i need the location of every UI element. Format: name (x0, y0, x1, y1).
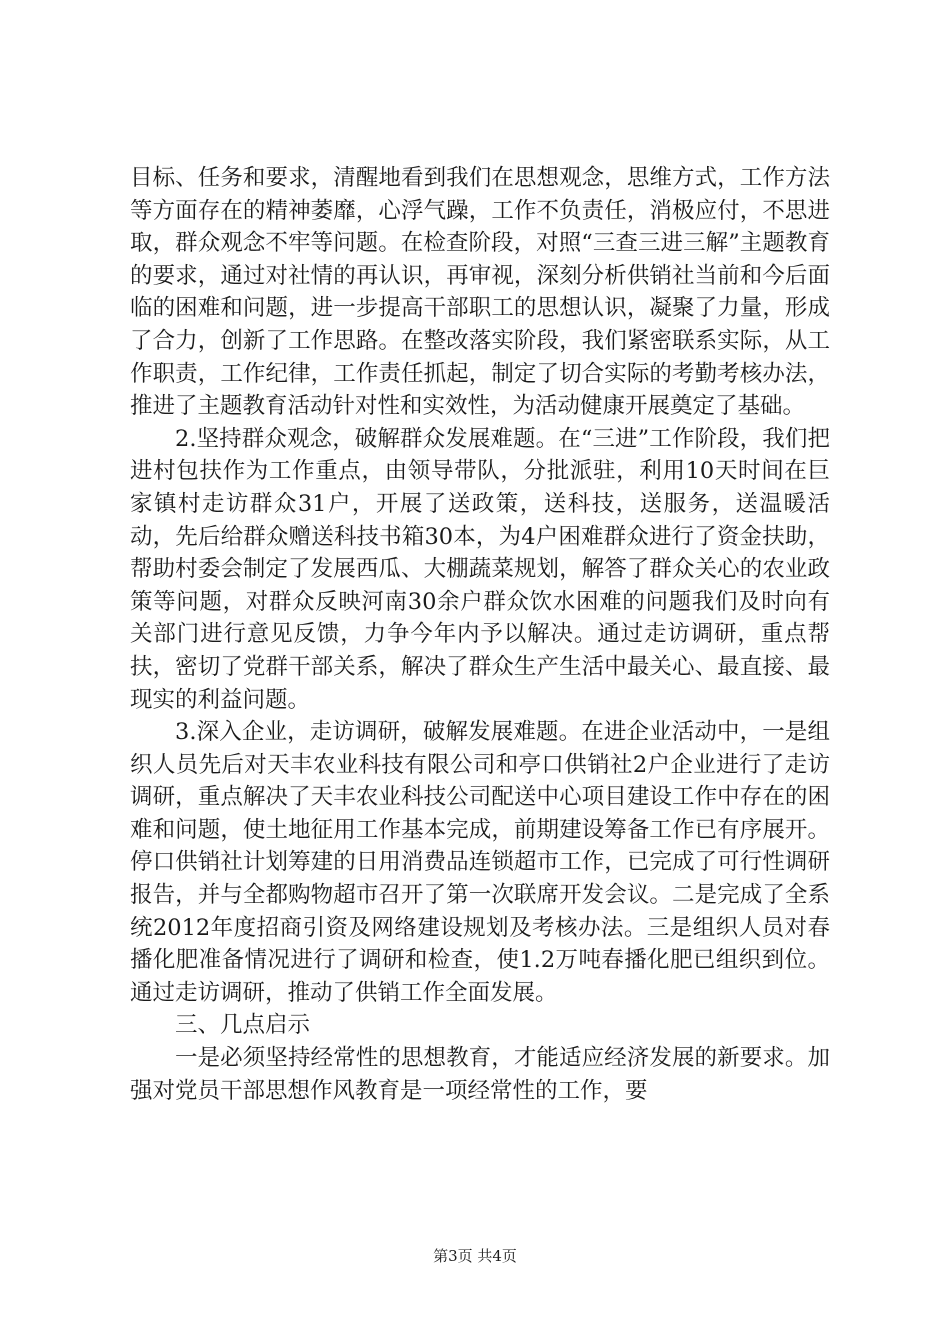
paragraph-continuation: 目标、任务和要求，清醒地看到我们在思想观念，思维方式，工作方法等方面存在的精神萎靡，心浮气躁，工作不负责任，消极应付，不思进取，群众观念不牢等问题。在检查阶段，对照“三查三进三解”主题教育的要求，通过对社情的再认识，再审视，深刻分析供销社当前和今后面临的困难和问题，进一步提高干部职工的思想认识，凝聚了力量，形成了合力，创新了工作思路。在整改落实阶段，我们紧密联系实际，从工作职责，工作纪律，工作责任抓起，制定了切合实际的考勤考核办法，推进了主题教育活动针对性和实效性，为活动健康开展奠定了基础。 (130, 165, 830, 420)
paragraph-item-3: 3.深入企业，走访调研，破解发展难题。在进企业活动中，一是组织人员先后对天丰农业科技有限公司和亭口供销社2户企业进行了走访调研，重点解决了天丰农业科技公司配送中心项目建设工作中存在的困难和问题，使土地征用工作基本完成，前期建设筹备工作已有序展开。停口供销社计划筹建的日用消费品连锁超市工作，已完成了可行性调研报告，并与全都购物超市召开了第一次联席开发会议。二是完成了全系统2012年度招商引资及网络建设规划及考核办法。三是组织人员对春播化肥准备情况进行了调研和检查，使1.2万吨春播化肥已组织到位。通过走访调研，推动了供销工作全面发展。 (130, 719, 830, 1006)
page-number-footer: 第3页 共4页 (433, 1247, 517, 1265)
paragraph-item-2: 2.坚持群众观念，破解群众发展难题。在“三进”工作阶段，我们把进村包扶作为工作重点，由领导带队，分批派驻，利用10天时间在巨家镇村走访群众31户，开展了送政策，送科技，送服务，送温暖活动，先后给群众赠送科技书箱30本，为4户困难群众进行了资金扶助，帮助村委会制定了发展西瓜、大棚蔬菜规划，解答了群众关心的农业政策等问题，对群众反映河南30余户群众饮水困难的问题我们及时向有关部门进行意见反馈，力争今年内予以解决。通过走访调研，重点帮扶，密切了党群干部关系，解决了群众生产生活中最关心、最直接、最现实的利益问题。 (130, 425, 830, 713)
paragraph-insight-1: 一是必须坚持经常性的思想教育，才能适应经济发展的新要求。加强对党员干部思想作风教育是一项经常性的工作，要 (130, 1045, 830, 1104)
section-heading-3: 三、几点启示 (175, 1012, 311, 1039)
document-body (130, 162, 830, 1107)
